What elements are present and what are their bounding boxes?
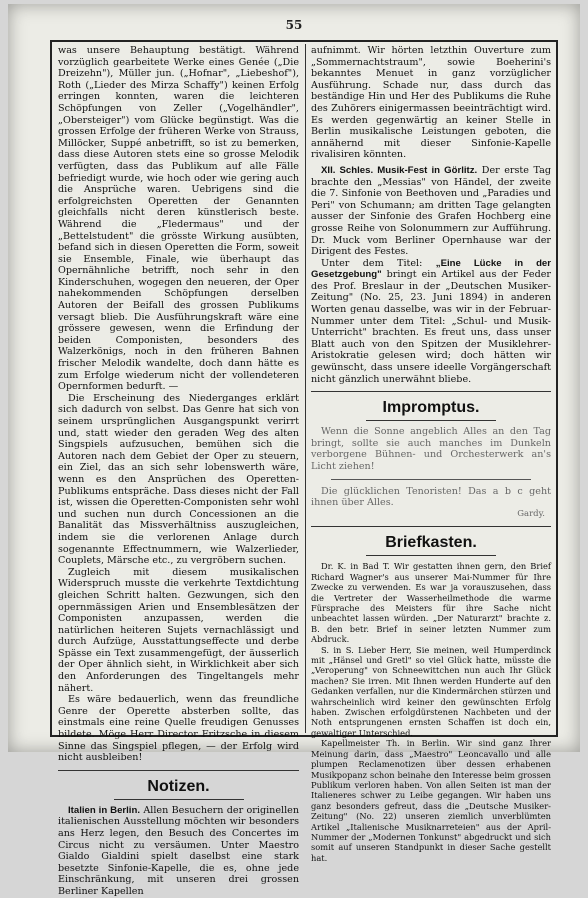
content-frame xyxy=(50,40,558,897)
article-paragraph: aufnimmt. Wir hörten letzthin Ouverture zum „Sommernachtstraum", sowie Boeherini's bekanntes Menuet in ganz vorzüglicher Ausführung. Schade nur, dass durch das beständige Hin und Her des Publikums die Ruhe des Zuhörers einigermassen beeinträchtigt wird. Es werden gegenwärtig an keiner Stelle in Berlin musikalische Leistungen geboten, die annähernd mit dieser Sinfonie-Kapelle rivalisiren könnten. xyxy=(311,45,551,161)
heading-rule xyxy=(114,799,244,800)
newspaper-page xyxy=(8,4,580,897)
briefkasten-entry: Kapellmeister Th. in Berlin. Wir sind ganz Ihrer Meinung darin, dass „Maestro" Leoncavallo und alle plumpen Reclamenotizen über dessen erhabenen Musikpopanz schon beinahe den Interesse beim grossen Publikum verloren haben. Von allen Seiten ist man der Italieneres schwer zu Leibe gegangen. Wir haben uns ganz besonders gefreut, dass die „Deutsche Musiker-Zeitung" (No. 22) unseren ziemlich unverblümten Artikel „Italienische Musiknarreteien" aus der April-Nummer der „Modernen Tonkunst" abgedruckt und sich somit auf unseren Standpunkt in dieser Sache gestellt hat. xyxy=(311,738,551,863)
impromptus-text: Wenn die Sonne angeblich Alles an den Tag bringt, sollte sie auch manches im Dunkeln verborgene Bühnen- und Orchesterwerk an's Licht ziehen! xyxy=(311,426,551,472)
briefkasten-entry: S. in S. Lieber Herr, Sie meinen, weil Humperdinck mit „Hänsel und Gretl" so viel Glück hatte, müsste die „Veroperung" von Schneewittchen nun auch Ihr Glück machen? Sie irren. Mit Ihnen werden Hunderte auf den Gedanken verfallen, nur die Kindermärchen stürzen und wahrscheinlich wird keiner den gewünschten Erfolg haben. Zwischen erfolgdürstenen Nachbeten und der Noth entsprungenen ernsten Schaffen ist doch ein, gewaltiger Unterschied. xyxy=(311,644,551,738)
section-divider xyxy=(311,526,551,527)
notiz-text: bringt ein Artikel aus der Feder des Prof. Breslaur in der „Deutschen Musiker-Zeitung" (No. 25, 23. Juni 1894) in anderen Worten genau dasselbe, was wir in der Februar-Nummer unter dem Titel: „Schul- und Musik-Unterricht" brachten. Es freut uns, dass unser Blatt auch von den Spitzen der Musiklehrer-Aristokratie gelesen wird; doch hätten wir gewünscht, dass unsere ideelle Vorgängerschaft nicht gänzlich unerwähnt bliebe. xyxy=(311,269,551,385)
section-divider xyxy=(58,770,299,771)
notiz-text: Der erste Tag brachte den „Messias" von Händel, der zweite die 7. Sinfonie von Beethoven und „Paradies und Peri" von Schumann; am dritten Tage gelangten ausser der Sinfonie des Grafen Hochberg eine grosse Reihe von Solonummern zur Aufführung. Dr. Muck vom Berliner Opernhause war der Dirigent des Festes. xyxy=(311,164,551,258)
left-column xyxy=(58,45,299,897)
notiz-lead: Italien in Berlin. xyxy=(68,804,141,816)
article-paragraph: Zugleich mit diesem musikalischen Widerspruch musste die verkehrte Textdichtung gleichen Schritt halten. Gezwungen, sich den opernmässigen Arien und Ensemblesätzen der Componisten anzupassen, werden die natürlichen heiteren Sujets vernachlässigt und durch Aufzüge, Ausstattungseffecte und derbe Spässe ein Text zusammengefügt, der äusserlich der Oper ähnlich sieht, in Wirklichkeit aber sich den Anforderungen des Tingeltangels mehr nähert. xyxy=(58,566,299,694)
briefkasten-entry: Dr. K. in Bad T. Wir gestatten ihnen gern, den Brief Richard Wagner's aus unserer Mai-Nummer für Ihre Zwecke zu verwenden. Es war ja vorauszusehen, dass die Vertreter der Wasserheilmethode die warme Fürsprache des Meisters für ihre Sache nicht unbeachtet lassen würden. „Der Naturarzt" brachte z. B. den betr. Brief in seiner letzten Nummer zum Abdruck. xyxy=(311,561,551,645)
impromptus-separator xyxy=(331,479,531,480)
notiz-schles xyxy=(311,165,551,258)
notiz-intro: Unter dem Titel: xyxy=(321,257,423,269)
briefkasten-heading: Briefkasten. xyxy=(385,534,477,552)
article-paragraph: was unsere Behauptung bestätigt. Während vorzüglich gearbeitete Werke eines Genée („Die Dreizehn"), Müller jun. („Hofnar", „Liebeshof"), Roth („Lieder des Mirza Schaffy") keinen Erfolg erringen konnten, waren die leichteren Schöpfungen von Zeller („Vogelhändler", „Obersteiger") vom Glücke begünstigt. Was die grossen Erfolge der früheren Werke von Strauss, Millöcker, Suppé anbetrifft, so ist zu bemerken, dass diese Autoren stets eine so grosse Melodik verfügten, dass das Publikum auf alle Fälle befriedigt wurde, wie hoch oder wie gering auch die Ansprüche waren. Uebrigens sind die erfolgreichsten Operetten der Genannten gleichfalls nicht deren künstlerisch beste. Während die „Fledermaus" und der „Bettelstudent" die grösste Wirkung ausübten, befand sich in diesen Operetten die Form, soweit sie Ensemble, Finale, wie überhaupt das Opernähnliche betrifft, noch sehr in den Kinderschuhen, wogegen den neueren, der Oper nahekommenden Schöpfungen derselben Autoren der Beifall des grossen Publikums versagt blieb. Die Ausführungskraft wäre eine grössere gewesen, wenn die Erfindung der beiden Componisten, besonders des Walzerkönigs, noch in den früheren Bahnen frischer Melodik wandelte, doch dann hätte es zum Erfolge wiederum nicht der vollendeteren Opernformen bedurft. — xyxy=(58,45,299,393)
notiz-luecke xyxy=(311,258,551,386)
notiz-lead: „Eine Lücke in der Gesetzgebung" xyxy=(311,257,551,281)
notiz-lead: XII. Schles. Musik-Fest in Görlitz. xyxy=(321,164,478,176)
article-paragraph: Es wäre bedauerlich, wenn das freundliche Genre der Operette absterben sollte, das einstmals eine reine Quelle freudigen Genusses bildete. Möge Herr Director Fritzsche in diesem Sinne das Singspiel pflegen, — der Erfolg wird nicht ausbleiben! xyxy=(58,694,299,764)
heading-rule xyxy=(366,555,496,556)
impromptus-text-2: Die glücklichen Tenoristen! Das a b c geht ihnen über Alles. xyxy=(311,485,551,509)
page-number: 55 xyxy=(285,18,303,32)
article-paragraph: Die Erscheinung des Niederganges erklärt sich dadurch von selbst. Das Genre hat sich von seinem ursprünglichen Ausgangspunkt verirrt und, statt wieder den geraden Weg des alten Singspiels aufzusuchen, bemühen sich die Autoren nach dem Gebiet der Oper zu steuern, ein Ziel, das an sich sehr lobenswerth wäre, wenn es den Ansprüchen des Operetten-Publikums entspräche. Dass dieses nicht der Fall ist, wissen die Operetten-Componisten sehr wohl und suchen nun durch Concessionen an die Banalität das Missverhältniss auszugleichen, indem sie die verlorenen Anlage durch sogenannte Effectnummern, wie Walzerlieder, Couplets, Märsche etc., zu vergröbern suchen. xyxy=(58,392,299,567)
notiz-text: Allen Besuchern der originellen italienischen Ausstellung möchten wir besonders ans Herz legen, den Besuch des Concertes im Circus nicht zu versäumen. Unter Maestro Gialdo Gialdini spielt daselbst eine stark besetzte Sinfonie-Kapelle, die es, ohne jede Einschränkung, mit unseren drei grossen Berliner Kapellen xyxy=(58,804,299,897)
right-column xyxy=(311,45,551,863)
impromptus-heading: Impromptus. xyxy=(382,399,480,417)
impromptus-signature: Gardy. xyxy=(517,508,545,519)
heading-rule xyxy=(366,420,496,421)
column-divider xyxy=(305,44,306,733)
section-divider xyxy=(311,391,551,392)
notiz-italien xyxy=(58,805,299,898)
notizen-heading: Notizen. xyxy=(147,777,210,795)
